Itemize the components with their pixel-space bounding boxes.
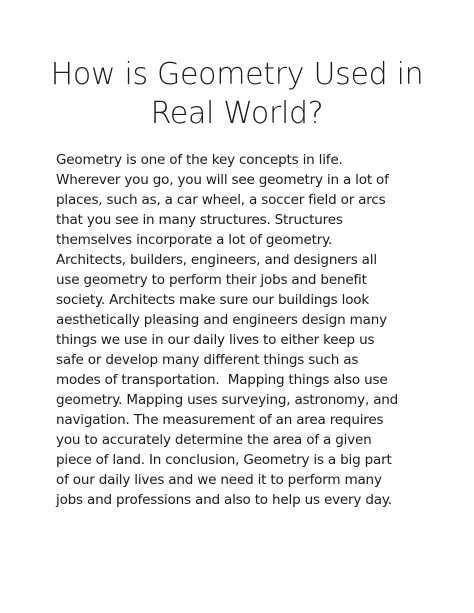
body-line: Geometry is one of the key concepts in life.: [56, 152, 343, 168]
body-line: of our daily lives and we need it to perform many: [56, 472, 382, 488]
body-line: things we use in our daily lives to either keep us: [56, 332, 375, 348]
body-paragraph: [56, 150, 428, 510]
body-line: society. Architects make sure our buildings look: [56, 292, 370, 308]
body-line: you to accurately determine the area of a given: [56, 432, 372, 448]
body-line: safe or develop many different things such as: [56, 352, 359, 368]
body-line: use geometry to perform their jobs and benefit: [56, 272, 367, 288]
body-line: aesthetically pleasing and engineers design many: [56, 312, 387, 328]
title-line-1: How is Geometry Used in: [50, 57, 424, 92]
body-line: that you see in many structures. Structures: [56, 212, 343, 228]
page-title: [0, 55, 474, 133]
title-line-2: Real World?: [150, 96, 324, 131]
body-line: Architects, builders, engineers, and designers all: [56, 252, 377, 268]
body-line: places, such as, a car wheel, a soccer field or arcs: [56, 192, 386, 208]
body-line: geometry. Mapping uses surveying, astronomy, and: [56, 392, 399, 408]
body-line: jobs and professions and also to help us every day.: [56, 492, 392, 508]
body-line: modes of transportation. Mapping things also use: [56, 372, 388, 388]
body-line: piece of land. In conclusion, Geometry is a big part: [56, 452, 392, 468]
body-line: themselves incorporate a lot of geometry.: [56, 232, 333, 248]
body-line: Wherever you go, you will see geometry in a lot of: [56, 172, 389, 188]
body-line: navigation. The measurement of an area requires: [56, 412, 384, 428]
